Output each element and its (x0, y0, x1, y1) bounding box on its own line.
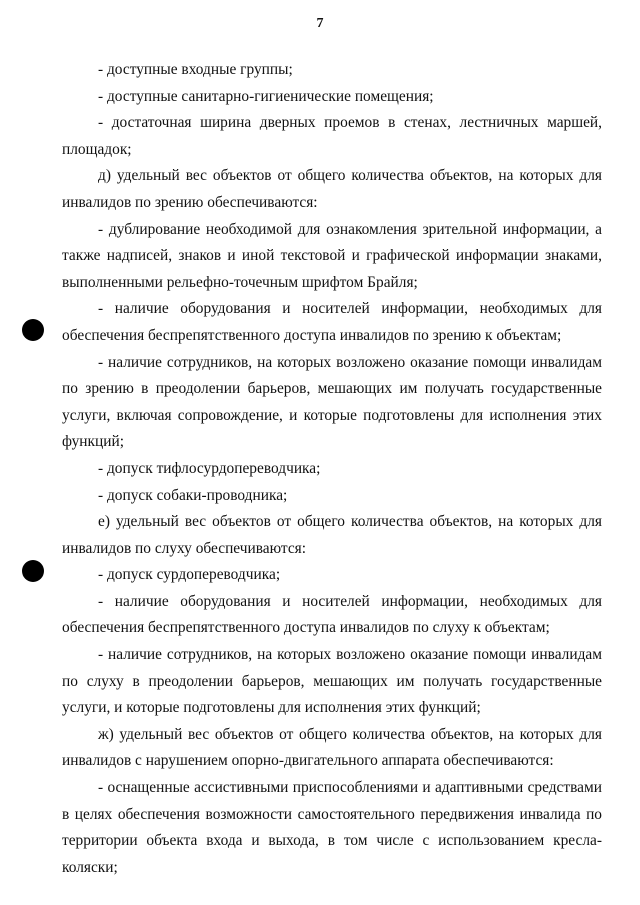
list-item-sign-interpreter: - допуск сурдопереводчика; (98, 566, 281, 584)
list-item-hearing-equipment: - наличие оборудования и носителей информации, необходимых для обеспечения беспрепятственного доступа инвалидов по слуху к объектам; (62, 592, 602, 637)
list-item-door-width: - достаточная ширина дверных проемов в стенах, лестничных маршей, площадок; (62, 114, 602, 158)
list-item-braille-info: - дублирование необходимой для ознакомления зрительной информации, а также надписей, знаков и иной текстовой и графической информации знаками, выполненными рельефно-точечным шрифтом Брайля; (62, 220, 602, 291)
document-body (62, 57, 602, 881)
punch-hole-mark (22, 560, 44, 582)
punch-hole-mark (22, 319, 44, 341)
list-item-assistive-devices: - оснащенные ассистивными приспособлениями и адаптивными средствами в целях обеспечения возможности самостоятельного передвижения инвалида по территории объекта входа и выхода, в том числе с использованием кресла-коляски; (62, 779, 602, 876)
list-item-visual-equipment: - наличие оборудования и носителей информации, необходимых для обеспечения беспрепятственного доступа инвалидов по зрению к объектам; (62, 300, 602, 344)
list-item-entrance-groups: - доступные входные группы; (98, 61, 293, 78)
list-item-guide-dog: - допуск собаки-проводника; (98, 486, 288, 504)
section-e-heading: е) удельный вес объектов от общего количества объектов, на которых для инвалидов по слуху обеспечиваются: (62, 513, 602, 557)
list-item-hearing-staff: - наличие сотрудников, на которых возложено оказание помощи инвалидам по слуху в преодолении барьеров, мешающих им получать государственные услуги, и которые подготовлены для исполнения этих функций; (62, 646, 602, 717)
list-item-visual-staff: - наличие сотрудников, на которых возложено оказание помощи инвалидам по зрению в преодолении барьеров, мешающих им получать государственные услуги, включая сопровождение, и которые подготовлены для исполнения этих функций; (62, 353, 602, 451)
section-d-heading: д) удельный вес объектов от общего количества объектов, на которых для инвалидов по зрению обеспечиваются: (62, 167, 602, 211)
list-item-sanitary-rooms: - доступные санитарно-гигиенические помещения; (98, 87, 434, 105)
list-item-tiflo-interpreter: - допуск тифлосурдопереводчика; (98, 459, 321, 477)
section-zh-heading: ж) удельный вес объектов от общего количества объектов, на которых для инвалидов с нарушением опорно-двигательного аппарата обеспечиваются: (62, 725, 602, 770)
page-number: 7 (316, 16, 324, 31)
